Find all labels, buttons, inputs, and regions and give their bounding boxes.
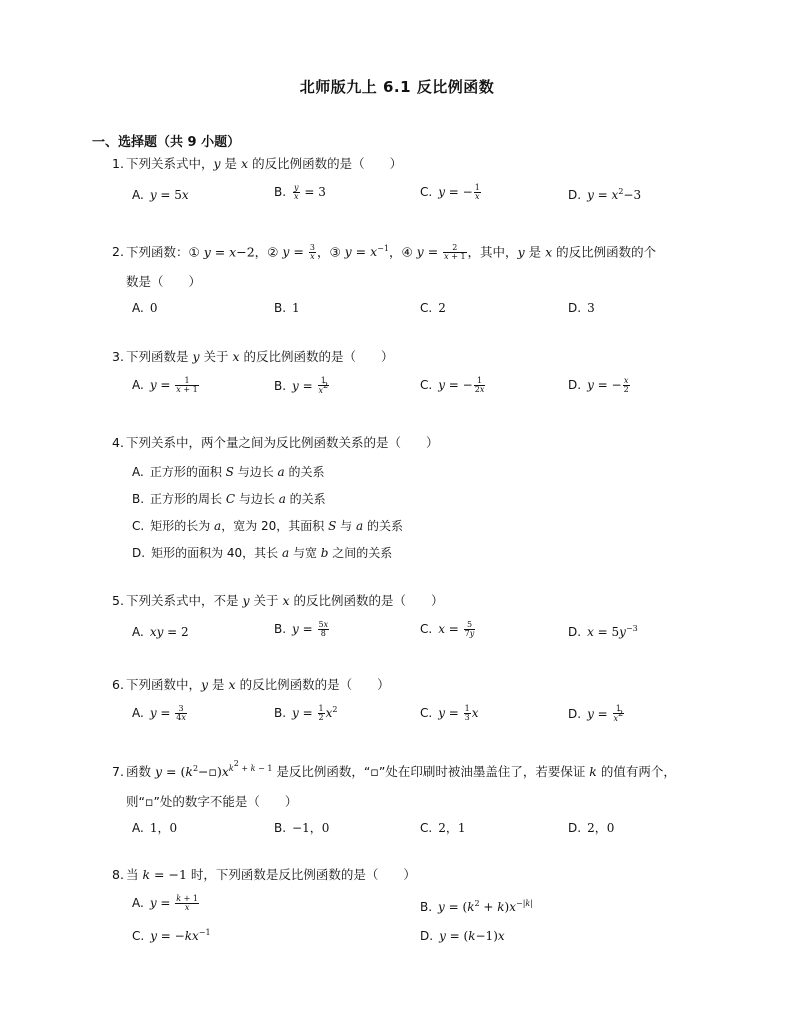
question-2-stem: 2. 下列函数：① y = x−2，② y = $\frac{3}{x}$ ，③ $y = x^{-1}$，④ y = $\frac{2}{x + 1}$ ，其中，y 是 x 的反比例函数的个 — [112, 243, 657, 262]
option-d[interactable]: D. y = $\frac{1}{x^2}$ — [568, 704, 624, 724]
question-8-stem: 8. 当 k = −1 时，下列函数是反比例函数的是（ ） — [112, 867, 416, 882]
option-d[interactable]: D. 2，0 — [568, 821, 615, 835]
question-1 — [112, 156, 642, 202]
option-d[interactable]: D. $y = x^2-3$ — [568, 187, 642, 202]
document-title: 北师版九上 6.1 反比例函数 — [299, 78, 495, 96]
option-b[interactable]: B. −1，0 — [274, 821, 330, 835]
option-c[interactable]: C. y = $\frac{1}{3}$ x — [420, 704, 479, 723]
option-d[interactable]: D. y = − $\frac{x}{2}$ — [568, 376, 629, 395]
option-b[interactable]: B. $\frac{y}{x}$ = 3 — [274, 183, 326, 202]
option-a[interactable]: A. y = $\frac{k + 1}{x}$ — [132, 894, 199, 913]
option-a[interactable]: A. y = $\frac{3}{4x}$ — [132, 704, 186, 723]
option-b[interactable]: B. y = $\frac{1}{2}$ $x^2$ — [274, 704, 338, 723]
question-6-stem: 6. 下列函数中，y 是 x 的反比例函数的是（ ） — [112, 677, 390, 692]
option-d[interactable]: D. $x = 5y^{-3}$ — [568, 624, 638, 639]
option-c[interactable]: C. 2 — [420, 301, 446, 315]
option-a[interactable]: A. 正方形的面积 S 与边长 a 的关系 — [132, 465, 325, 479]
question-6 — [112, 677, 624, 724]
option-d[interactable]: D. 3 — [568, 301, 595, 315]
option-c[interactable]: C. y = − $\frac{1}{x}$ — [420, 183, 480, 202]
option-b[interactable]: B. $y = (k^2 + k)x^{-|k|}$ — [420, 899, 533, 914]
option-d[interactable]: D. 矩形的面积为 40，其长 a 与宽 b 之间的关系 — [132, 546, 393, 560]
question-7-stem: 7. 函数 $y = (k^2-▫)x^{k^2 + k - 1}$ 是反比例函数，“▫”处在印刷时被油墨盖住了，若要保证 k 的值有两个， — [112, 759, 676, 779]
option-b[interactable]: B. 正方形的周长 C 与边长 a 的关系 — [132, 492, 326, 506]
option-b[interactable]: B. 1 — [274, 301, 300, 315]
question-2: 2. 下列函数：① y = x−2，② y = $\frac{3}{x}$ ，③ $y = x^{-1}$，④ y = $\frac{2}{x + 1}$ ，其中，y 是 x 的反比例函数的个 数是（ ） A. 0 B. 1 C. 2 D. 3 — [112, 243, 657, 315]
question-3-stem: 3. 下列函数是 y 关于 x 的反比例函数的是（ ） — [112, 349, 394, 364]
option-a[interactable]: A. 1，0 — [132, 821, 178, 835]
option-a[interactable]: A. xy = 2 — [132, 625, 189, 639]
question-4 — [112, 435, 439, 560]
option-b[interactable]: B. y = $\frac{5x}{8}$ — [274, 620, 329, 639]
question-5-stem: 5. 下列关系式中，不是 y 关于 x 的反比例函数的是（ ） — [112, 593, 444, 608]
question-5 — [112, 593, 638, 639]
option-a[interactable]: A. y = 5x — [132, 188, 189, 202]
option-c[interactable]: C. y = − $\frac{1}{2x}$ — [420, 376, 485, 395]
option-a[interactable]: A. y = $\frac{1}{x + 1}$ — [132, 376, 198, 395]
question-4-stem: 4. 下列关系中，两个量之间为反比例函数关系的是（ ） — [112, 435, 439, 450]
option-c[interactable]: C. $y = -kx^{-1}$ — [132, 928, 211, 943]
question-1-stem: 1. 下列关系式中，y 是 x 的反比例函数的是（ ） — [112, 156, 403, 171]
question-7: 7. 函数 $y = (k^2-▫)x^{k^2 + k - 1}$ 是反比例函数，“▫”处在印刷时被油墨盖住了，若要保证 k 的值有两个， 则“▫”处的数字不能是（ ） A. 1，0 B. −1，0 C. 2，1 D. 2，0 — [112, 759, 676, 835]
option-c[interactable]: C. 2，1 — [420, 821, 466, 835]
option-a[interactable]: A. 0 — [132, 301, 158, 315]
question-3 — [112, 349, 629, 396]
option-d[interactable]: D. y = (k−1)x — [420, 929, 505, 943]
option-c[interactable]: C. x = $\frac{5}{7y}$ — [420, 620, 475, 639]
question-8 — [112, 867, 533, 943]
option-c[interactable]: C. 矩形的长为 a，宽为 20，其面积 S 与 a 的关系 — [132, 519, 403, 533]
section-heading: 一、选择题（共 9 小题） — [92, 135, 241, 150]
question-number: 1. — [112, 156, 124, 171]
option-b[interactable]: B. y = $\frac{1}{x^2}$ — [274, 376, 329, 396]
